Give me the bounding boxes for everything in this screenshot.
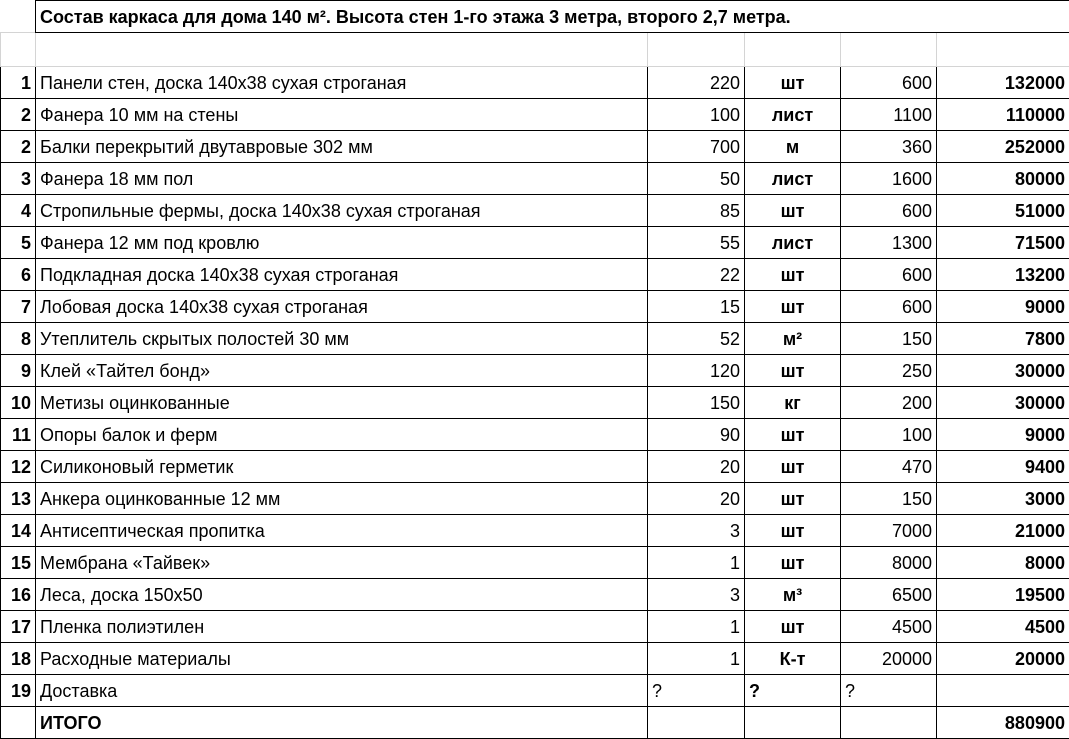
item-name-cell[interactable]: Лобовая доска 140х38 сухая строганая — [36, 291, 648, 323]
unit-cell[interactable]: лист — [745, 227, 841, 259]
unit-cell[interactable]: шт — [745, 483, 841, 515]
sum-cell[interactable]: 80000 — [937, 163, 1069, 195]
item-name-cell[interactable]: Леса, доска 150х50 — [36, 579, 648, 611]
quantity-cell[interactable]: 3 — [648, 515, 745, 547]
quantity-cell[interactable]: 22 — [648, 259, 745, 291]
price-cell[interactable]: ? — [841, 675, 937, 707]
table-row — [1, 99, 1069, 131]
unit-cell[interactable]: шт — [745, 195, 841, 227]
table-row — [1, 579, 1069, 611]
unit-cell[interactable]: м — [745, 131, 841, 163]
row-number-cell[interactable]: 10 — [1, 387, 36, 419]
unit-cell[interactable]: шт — [745, 451, 841, 483]
unit-cell[interactable]: шт — [745, 355, 841, 387]
total-row — [1, 707, 1069, 739]
table-row — [1, 227, 1069, 259]
table-row — [1, 387, 1069, 419]
item-name-cell[interactable]: Фанера 10 мм на стены — [36, 99, 648, 131]
sum-cell[interactable] — [937, 675, 1069, 707]
price-cell[interactable]: 150 — [841, 483, 937, 515]
item-name-cell[interactable]: Антисептическая пропитка — [36, 515, 648, 547]
sum-cell[interactable]: 132000 — [937, 67, 1069, 99]
row-number-cell[interactable]: 14 — [1, 515, 36, 547]
item-name-cell[interactable]: Подкладная доска 140х38 сухая строганая — [36, 259, 648, 291]
row-number-cell[interactable]: 7 — [1, 291, 36, 323]
blank-cell[interactable] — [648, 33, 745, 67]
price-cell[interactable]: 4500 — [841, 611, 937, 643]
sum-cell[interactable]: 51000 — [937, 195, 1069, 227]
item-name-cell[interactable]: Опоры балок и ферм — [36, 419, 648, 451]
sum-cell[interactable]: 9400 — [937, 451, 1069, 483]
price-cell[interactable]: 600 — [841, 291, 937, 323]
unit-cell[interactable]: м³ — [745, 579, 841, 611]
price-cell[interactable]: 200 — [841, 387, 937, 419]
sum-cell[interactable]: 21000 — [937, 515, 1069, 547]
row-number-cell[interactable]: 6 — [1, 259, 36, 291]
unit-cell[interactable]: шт — [745, 67, 841, 99]
quantity-cell[interactable]: 700 — [648, 131, 745, 163]
item-name-cell[interactable]: Силиконовый герметик — [36, 451, 648, 483]
row-number-cell[interactable]: 17 — [1, 611, 36, 643]
corner-cell[interactable] — [1, 1, 36, 33]
total-number-cell[interactable] — [1, 707, 36, 739]
sum-cell[interactable]: 13200 — [937, 259, 1069, 291]
sum-cell[interactable]: 7800 — [937, 323, 1069, 355]
table-row — [1, 259, 1069, 291]
sum-cell[interactable]: 30000 — [937, 387, 1069, 419]
unit-cell[interactable]: шт — [745, 291, 841, 323]
price-cell[interactable]: 20000 — [841, 643, 937, 675]
table-row — [1, 131, 1069, 163]
table-row — [1, 195, 1069, 227]
quantity-cell[interactable]: 100 — [648, 99, 745, 131]
table-row — [1, 611, 1069, 643]
unit-cell[interactable]: шт — [745, 259, 841, 291]
unit-cell[interactable]: шт — [745, 515, 841, 547]
item-name-cell[interactable]: Мембрана «Тайвек» — [36, 547, 648, 579]
item-name-cell[interactable]: Расходные материалы — [36, 643, 648, 675]
row-number-cell[interactable]: 11 — [1, 419, 36, 451]
unit-cell[interactable]: кг — [745, 387, 841, 419]
price-cell[interactable]: 8000 — [841, 547, 937, 579]
price-cell[interactable]: 7000 — [841, 515, 937, 547]
row-number-cell[interactable]: 13 — [1, 483, 36, 515]
quantity-cell[interactable]: 3 — [648, 579, 745, 611]
item-name-cell[interactable]: Балки перекрытий двутавровые 302 мм — [36, 131, 648, 163]
sum-cell[interactable]: 9000 — [937, 291, 1069, 323]
row-number-cell[interactable]: 4 — [1, 195, 36, 227]
row-number-cell[interactable]: 16 — [1, 579, 36, 611]
row-number-cell[interactable]: 15 — [1, 547, 36, 579]
price-cell[interactable]: 470 — [841, 451, 937, 483]
item-name-cell[interactable]: Пленка полиэтилен — [36, 611, 648, 643]
price-cell[interactable]: 600 — [841, 259, 937, 291]
blank-cell[interactable] — [937, 33, 1069, 67]
sheet-title[interactable]: Состав каркаса для дома 140 м². Высота стен 1-го этажа 3 метра, второго 2,7 метра. — [36, 1, 1069, 33]
price-cell[interactable]: 1100 — [841, 99, 937, 131]
row-number-cell[interactable]: 3 — [1, 163, 36, 195]
row-number-cell[interactable]: 9 — [1, 355, 36, 387]
total-sum-cell[interactable]: 880900 — [937, 707, 1069, 739]
table-row — [1, 451, 1069, 483]
sum-cell[interactable]: 4500 — [937, 611, 1069, 643]
title-row — [1, 1, 1069, 33]
blank-row — [1, 33, 1069, 67]
item-name-cell[interactable]: Панели стен, доска 140х38 сухая строганая — [36, 67, 648, 99]
blank-cell[interactable] — [36, 33, 648, 67]
row-number-cell[interactable]: 12 — [1, 451, 36, 483]
quantity-cell[interactable]: 20 — [648, 483, 745, 515]
quantity-cell[interactable]: 90 — [648, 419, 745, 451]
unit-cell[interactable]: лист — [745, 163, 841, 195]
price-cell[interactable]: 600 — [841, 195, 937, 227]
table-row — [1, 291, 1069, 323]
total-empty-cell[interactable] — [745, 707, 841, 739]
unit-cell[interactable]: ? — [745, 675, 841, 707]
unit-cell[interactable]: шт — [745, 547, 841, 579]
price-cell[interactable]: 150 — [841, 323, 937, 355]
unit-cell[interactable]: лист — [745, 99, 841, 131]
total-label-cell[interactable]: ИТОГО — [36, 707, 648, 739]
item-name-cell[interactable]: Фанера 18 мм пол — [36, 163, 648, 195]
quantity-cell[interactable]: 50 — [648, 163, 745, 195]
quantity-cell[interactable]: 15 — [648, 291, 745, 323]
sheet-body — [1, 1, 1069, 739]
row-number-cell[interactable]: 8 — [1, 323, 36, 355]
item-name-cell[interactable]: Метизы оцинкованные — [36, 387, 648, 419]
table-row — [1, 675, 1069, 707]
row-number-cell[interactable]: 1 — [1, 67, 36, 99]
item-name-cell[interactable]: Клей «Тайтел бонд» — [36, 355, 648, 387]
row-number-cell[interactable]: 2 — [1, 99, 36, 131]
price-cell[interactable]: 600 — [841, 67, 937, 99]
item-name-cell[interactable]: Фанера 12 мм под кровлю — [36, 227, 648, 259]
table-row — [1, 419, 1069, 451]
quantity-cell[interactable]: 20 — [648, 451, 745, 483]
unit-cell[interactable]: шт — [745, 611, 841, 643]
blank-cell[interactable] — [745, 33, 841, 67]
quantity-cell[interactable]: ? — [648, 675, 745, 707]
sum-cell[interactable]: 8000 — [937, 547, 1069, 579]
sum-cell[interactable]: 9000 — [937, 419, 1069, 451]
sum-cell[interactable]: 252000 — [937, 131, 1069, 163]
table-row — [1, 163, 1069, 195]
blank-cell[interactable] — [841, 33, 937, 67]
quantity-cell[interactable]: 1 — [648, 547, 745, 579]
table-row — [1, 67, 1069, 99]
total-empty-cell[interactable] — [648, 707, 745, 739]
quantity-cell[interactable]: 1 — [648, 611, 745, 643]
price-cell[interactable]: 6500 — [841, 579, 937, 611]
quantity-cell[interactable]: 1 — [648, 643, 745, 675]
unit-cell[interactable]: шт — [745, 419, 841, 451]
price-cell[interactable]: 250 — [841, 355, 937, 387]
table-row — [1, 547, 1069, 579]
total-empty-cell[interactable] — [841, 707, 937, 739]
sum-cell[interactable]: 30000 — [937, 355, 1069, 387]
price-cell[interactable]: 360 — [841, 131, 937, 163]
quantity-cell[interactable]: 120 — [648, 355, 745, 387]
blank-cell[interactable] — [1, 33, 36, 67]
unit-cell[interactable]: К-т — [745, 643, 841, 675]
item-name-cell[interactable]: Утеплитель скрытых полостей 30 мм — [36, 323, 648, 355]
quantity-cell[interactable]: 85 — [648, 195, 745, 227]
item-name-cell[interactable]: Доставка — [36, 675, 648, 707]
price-cell[interactable]: 100 — [841, 419, 937, 451]
row-number-cell[interactable]: 19 — [1, 675, 36, 707]
table-row — [1, 515, 1069, 547]
quantity-cell[interactable]: 52 — [648, 323, 745, 355]
row-number-cell[interactable]: 2 — [1, 131, 36, 163]
sum-cell[interactable]: 110000 — [937, 99, 1069, 131]
sum-cell[interactable]: 19500 — [937, 579, 1069, 611]
unit-cell[interactable]: м² — [745, 323, 841, 355]
table-row — [1, 643, 1069, 675]
row-number-cell[interactable]: 5 — [1, 227, 36, 259]
quantity-cell[interactable]: 55 — [648, 227, 745, 259]
table-row — [1, 355, 1069, 387]
table-row — [1, 483, 1069, 515]
price-cell[interactable]: 1600 — [841, 163, 937, 195]
item-name-cell[interactable]: Стропильные фермы, доска 140х38 сухая строганая — [36, 195, 648, 227]
row-number-cell[interactable]: 18 — [1, 643, 36, 675]
sum-cell[interactable]: 20000 — [937, 643, 1069, 675]
item-name-cell[interactable]: Анкера оцинкованные 12 мм — [36, 483, 648, 515]
sum-cell[interactable]: 3000 — [937, 483, 1069, 515]
table-row — [1, 323, 1069, 355]
sum-cell[interactable]: 71500 — [937, 227, 1069, 259]
price-cell[interactable]: 1300 — [841, 227, 937, 259]
quantity-cell[interactable]: 220 — [648, 67, 745, 99]
quantity-cell[interactable]: 150 — [648, 387, 745, 419]
